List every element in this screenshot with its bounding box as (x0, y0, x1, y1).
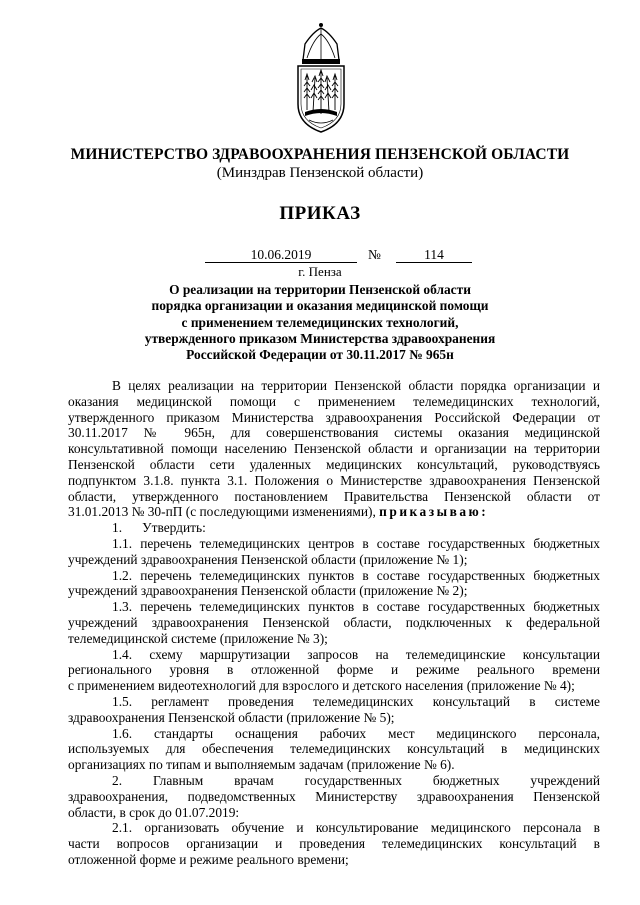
body-line: консультативной помощи населению Пензенской области и организации на территории (68, 441, 600, 457)
order-number: 114 (396, 247, 472, 263)
item-2-1-cont: части вопросов организации и проведения телемедицинских консультаций в (68, 836, 600, 852)
subject-line: утвержденного приказом Министерства здравоохранения (144, 330, 496, 346)
order-title: ПРИКАЗ (279, 203, 361, 224)
order-body (68, 378, 600, 868)
item-1-6: 1.6. стандарты оснащения рабочих мест медицинского персонала, (112, 725, 600, 741)
body-line: оказания медицинской помощи с применением телемедицинских технологий, (68, 393, 600, 409)
item-1-4-cont: с применением видеотехнологий для взрослого и детского населения (приложение № 4); (68, 678, 575, 694)
body-line (68, 504, 600, 520)
item-1-5-cont: здравоохранения Пензенской области (приложение № 5); (68, 709, 395, 725)
item-1-6-cont: используемых для обеспечения телемедицинских консультаций в медицинских (68, 741, 600, 757)
body-line: утвержденного приказом Министерства здравоохранения Российской Федерации от (68, 409, 600, 425)
body-line: В целях реализации на территории Пензенской области порядка организации и (112, 378, 600, 393)
item-1-2: 1.2. перечень телемедицинских пунктов в составе государственных бюджетных (112, 567, 600, 583)
item-1-3-cont: учреждений здравоохранения Пензенской области, подключенных к федеральной (68, 614, 600, 630)
subject-line: О реализации на территории Пензенской области (169, 282, 471, 297)
item-1-2-cont: учреждений здравоохранения Пензенской области (приложение № 2); (68, 583, 468, 599)
item-1-3: 1.3. перечень телемедицинских пунктов в составе государственных бюджетных (112, 599, 600, 615)
body-line: Пензенской области сети удаленных медицинских консультаций, руководствуясь (68, 456, 600, 472)
order-subject (80, 282, 560, 363)
ministry-short-name: (Минздрав Пензенской области) (216, 165, 424, 181)
decree-word: приказываю: (379, 504, 489, 520)
order-date: 10.06.2019 (205, 247, 357, 263)
city: г. Пенза (298, 264, 342, 279)
coat-of-arms-icon (293, 22, 349, 134)
number-sign: № (368, 247, 381, 262)
subject-line: порядка организации и оказания медицинской помощи (151, 298, 489, 314)
item-2-cont: области, в срок до 01.07.2019: (68, 804, 240, 820)
ministry-name: МИНИСТЕРСТВО ЗДРАВООХРАНЕНИЯ ПЕНЗЕНСКОЙ ОБЛАСТИ (70, 146, 570, 163)
item-1-1: 1.1. перечень телемедицинских центров в составе государственных бюджетных (112, 535, 600, 551)
item-2: 2. Главным врачам государственных бюджетных учреждений (112, 772, 600, 788)
item-2-cont: здравоохранения, подведомственных Министерству здравоохранения Пензенской (68, 788, 600, 804)
item-1-5: 1.5. регламент проведения телемедицинских консультаций в системе (112, 693, 600, 709)
body-line: 30.11.2017 № 965н, для совершенствования системы оказания медицинской (68, 425, 600, 441)
subject-line: с применением телемедицинских технологий, (181, 314, 459, 330)
item-1-4-cont: регионального уровня в отложенной форме и режиме реального времени (68, 662, 600, 678)
item-1-3-cont: телемедицинской системе (приложение № 3); (68, 630, 328, 646)
item-2-1: 2.1. организовать обучение и консультирование медицинского персонала в (112, 820, 600, 836)
item-1: 1. Утвердить: (112, 520, 206, 536)
item-1-4: 1.4. схему маршрутизации запросов на телемедицинские консультации (112, 646, 600, 662)
item-2-1-cont: отложенной форме и режиме реального времени; (68, 851, 349, 867)
subject-line: Российской Федерации от 30.11.2017 № 965н (186, 347, 454, 363)
item-1-1-cont: учреждений здравоохранения Пензенской области (приложение № 1); (68, 551, 468, 567)
body-line: области, утвержденного постановлением Правительства Пензенской области от (68, 488, 600, 504)
item-1-6-cont: организациях по типам и выполняемым задачам (приложение № 6). (68, 757, 455, 773)
body-line: подпунктом 3.1.8. пункта 3.1. Положения о Министерстве здравоохранения Пензенской (68, 472, 600, 488)
intro-last: 31.01.2013 № 30-пП (с последующими изменениями), (68, 504, 376, 520)
